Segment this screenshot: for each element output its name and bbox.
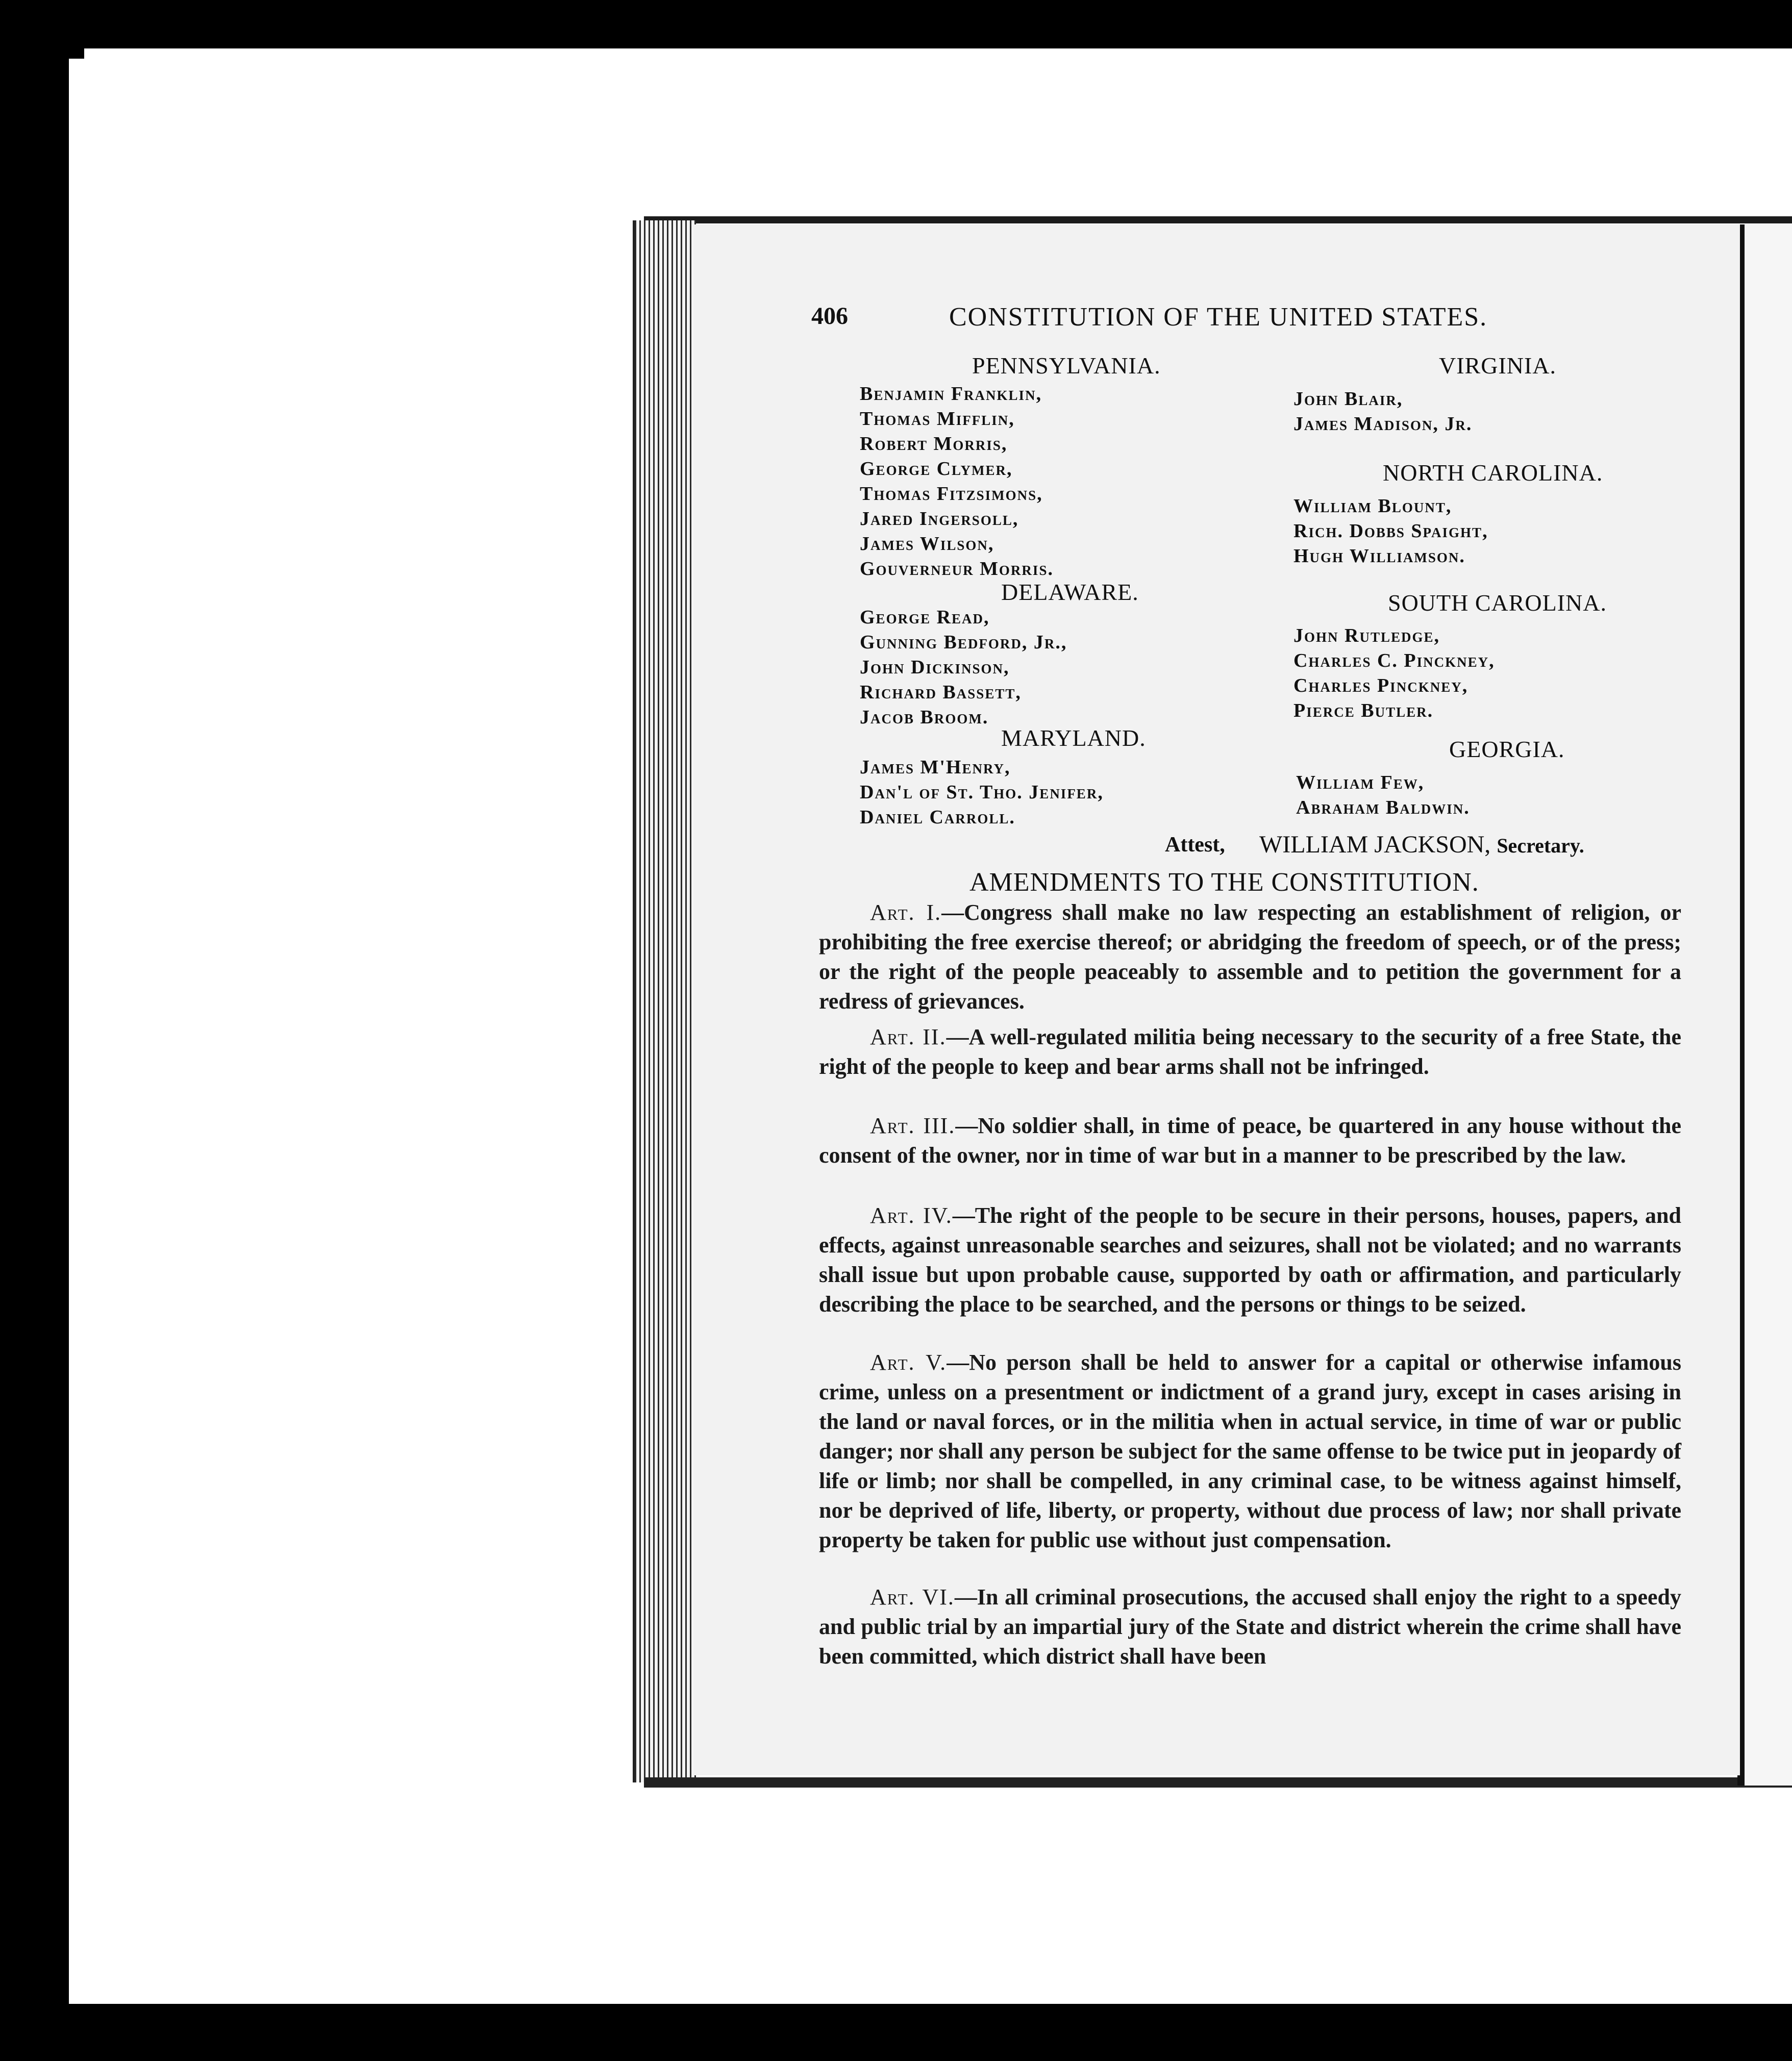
signer-name: Benjamin Franklin, — [860, 383, 1042, 405]
signer-name: Hugh Williamson. — [1293, 545, 1465, 567]
scan-border-left — [0, 0, 69, 2061]
article-text: —In all criminal prosecutions, the accused shall enjoy the right to a speedy and public trial by an impartial jury of the State and district wherein the crime shall have been committed, which district shall have been — [819, 1585, 1681, 1669]
signers-delaware — [860, 605, 1067, 730]
state-heading-georgia: GEORGIA. — [1449, 736, 1565, 762]
attest-name: WILLIAM JACKSON, — [1259, 831, 1491, 858]
signers-north-carolina — [1293, 494, 1488, 569]
signer-name: Pierce Butler. — [1293, 700, 1434, 721]
article-text: —The right of the people to be secure in their persons, houses, papers, and effects, against unreasonable searches and seizures, shall not be violated; and no warrants shall issue but upon probable cause, supported by oath or affirmation, and particularly describing the place to be searched, and the persons or things to be seized. — [819, 1203, 1681, 1317]
attest-role: Secretary. — [1497, 834, 1584, 857]
attest-label: Attest, — [1165, 833, 1225, 857]
book-page-edges — [633, 220, 696, 1782]
state-heading-pennsylvania: PENNSYLVANIA. — [972, 353, 1161, 379]
article-text: —Congress shall make no law respecting an establishment of religion, or prohibiting the free exercise thereof; or abridging the freedom of speech, or of the press; or the right of the people peaceably to assemble and to petition the government for a redress of grievances. — [819, 900, 1681, 1014]
signer-name: Rich. Dobbs Spaight, — [1293, 520, 1488, 542]
signer-name: Abraham Baldwin. — [1296, 797, 1470, 818]
article-text: —A well-regulated militia being necessary to the security of a free State, the right of the people to keep and bear arms shall not be infringed. — [819, 1024, 1681, 1079]
scan-border-top — [0, 0, 1792, 48]
signers-pennsylvania — [860, 382, 1054, 582]
signers-south-carolina — [1293, 623, 1495, 723]
signer-name: William Few, — [1296, 772, 1425, 793]
article-6 — [819, 1582, 1681, 1671]
signers-georgia — [1296, 770, 1470, 820]
signer-name: Jared Ingersoll, — [860, 508, 1019, 530]
running-title: CONSTITUTION OF THE UNITED STATES. — [949, 303, 1488, 332]
scan-border-bottom — [0, 2004, 1792, 2061]
article-3 — [819, 1111, 1681, 1170]
article-1 — [819, 898, 1681, 1016]
article-4 — [819, 1201, 1681, 1319]
signer-name: Richard Bassett, — [860, 682, 1022, 703]
article-label: Art. III. — [870, 1113, 956, 1138]
book-top-edge — [644, 216, 1792, 223]
article-label: Art. V. — [870, 1350, 947, 1375]
signer-name: Robert Morris, — [860, 433, 1008, 455]
attest-signature — [1259, 831, 1584, 859]
signer-name: Gouverneur Morris. — [860, 558, 1054, 580]
signer-name: Dan'l of St. Tho. Jenifer, — [860, 782, 1104, 803]
signer-name: John Rutledge, — [1293, 625, 1440, 646]
state-heading-south-carolina: SOUTH CAROLINA. — [1388, 590, 1607, 616]
signer-name: James Madison, Jr. — [1293, 413, 1473, 435]
signer-name: Charles Pinckney, — [1293, 675, 1469, 696]
signer-name: James Wilson, — [860, 533, 994, 555]
signer-name: Charles C. Pinckney, — [1293, 650, 1495, 671]
state-heading-north-carolina: NORTH CAROLINA. — [1383, 460, 1603, 486]
signer-name: John Dickinson, — [860, 657, 1010, 678]
signer-name: John Blair, — [1293, 388, 1403, 410]
signer-name: Thomas Mifflin, — [860, 408, 1015, 430]
running-head — [811, 302, 1679, 338]
signer-name: William Blount, — [1293, 495, 1452, 517]
signer-name: Daniel Carroll. — [860, 807, 1015, 828]
facing-page — [1745, 224, 1792, 1786]
signer-name: Jacob Broom. — [860, 707, 989, 728]
article-text: —No person shall be held to answer for a capital or otherwise infamous crime, unless on a presentment or indictment of a grand jury, except in cases arising in the land or naval forces, or in the militia when in actual service, in time of war or public danger; nor shall any person be subject for the same offense to be twice put in jeopardy of life or limb; nor shall be compelled, in any criminal case, to be witness against himself, nor be deprived of life, liberty, or property, without due process of law; nor shall private property be taken for public use without just compensation. — [819, 1350, 1681, 1552]
state-heading-maryland: MARYLAND. — [1001, 725, 1146, 751]
amendments-title: AMENDMENTS TO THE CONSTITUTION. — [969, 868, 1479, 897]
article-5 — [819, 1348, 1681, 1555]
signer-name: George Clymer, — [860, 458, 1013, 480]
signer-name: Gunning Bedford, Jr., — [860, 632, 1067, 653]
signer-name: James M'Henry, — [860, 757, 1011, 778]
state-heading-delaware: DELAWARE. — [1001, 579, 1139, 605]
signers-maryland — [860, 755, 1104, 830]
book-bottom-edge — [644, 1777, 1792, 1788]
article-label: Art. I. — [870, 900, 942, 925]
signer-name: Thomas Fitzsimons, — [860, 483, 1043, 505]
signer-name: George Read, — [860, 607, 990, 628]
article-label: Art. IV. — [870, 1203, 953, 1228]
signers-virginia — [1293, 387, 1472, 437]
article-text: —No soldier shall, in time of peace, be quartered in any house without the consent of the owner, nor in time of war but in a manner to be prescribed by the law. — [819, 1113, 1682, 1168]
article-label: Art. VI. — [870, 1585, 955, 1610]
article-2 — [819, 1022, 1681, 1082]
scan-border-notch — [69, 48, 84, 59]
article-label: Art. II. — [870, 1024, 947, 1049]
state-heading-virginia: VIRGINIA. — [1439, 353, 1557, 379]
page-number: 406 — [811, 303, 848, 330]
